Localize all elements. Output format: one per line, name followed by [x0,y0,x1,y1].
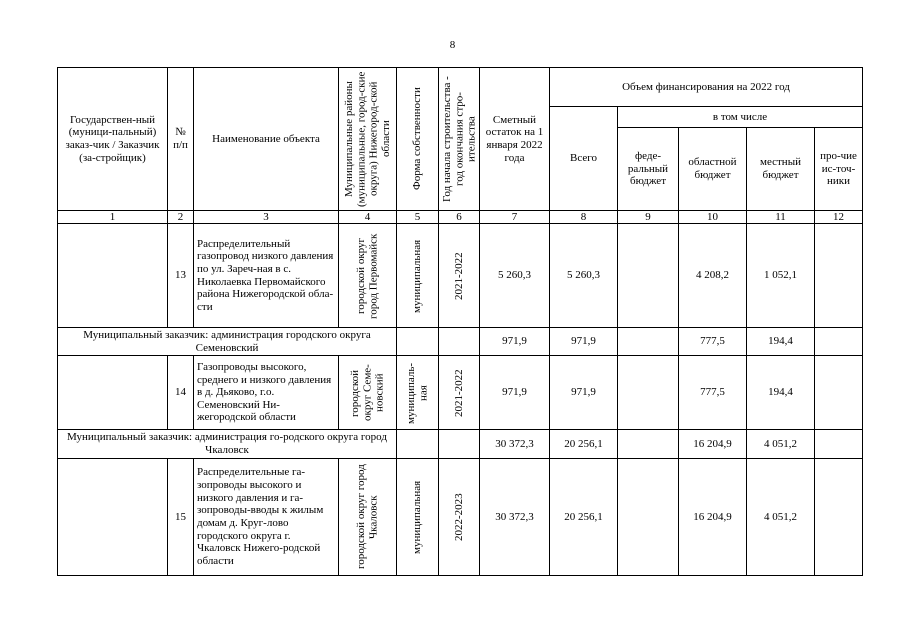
header-customer: Государствен-ный (муници-пальный) заказ-чик / Заказчик (за-стройщик) [58,68,168,211]
column-number-row [58,211,863,224]
local-value: 194,4 [747,328,815,356]
customer-cell [58,459,168,576]
financing-table [57,67,863,576]
regional-value: 16 204,9 [679,430,747,459]
years-cell: 2021-2022 [439,224,480,328]
total-value: 971,9 [550,328,618,356]
col-num: 1 [58,211,168,224]
federal-value [618,356,679,430]
customer-cell [58,224,168,328]
group-label: Муниципальный заказчик: администрация городского округа Семеновский [58,328,397,356]
header-municipal-districts: Муниципальные районы (муниципальные, город-ские округа) Нижегород-ской области [339,68,397,211]
table-row [58,224,863,328]
header-construction-years: Год начала строительства - год окончания стро-ительства [439,68,480,211]
estimated-balance: 30 372,3 [480,430,550,459]
estimated-balance: 971,9 [480,328,550,356]
col-num: 5 [397,211,439,224]
other-value [815,356,863,430]
row-number: 13 [168,224,194,328]
total-value: 5 260,3 [550,224,618,328]
header-local-budget: местный бюджет [747,128,815,211]
header-ownership-form: Форма собственности [397,68,439,211]
years-cell: 2022-2023 [439,459,480,576]
header-including: в том числе [618,107,863,128]
regional-value: 777,5 [679,328,747,356]
federal-value [618,224,679,328]
row-number: 14 [168,356,194,430]
total-value: 20 256,1 [550,459,618,576]
group-row [58,430,863,459]
district-cell: городской округ город Первомайск [339,224,397,328]
ownership-cell: муниципальная [397,459,439,576]
customer-cell [58,356,168,430]
total-value: 20 256,1 [550,430,618,459]
years-cell [439,328,480,356]
total-value: 971,9 [550,356,618,430]
col-num: 12 [815,211,863,224]
regional-value: 777,5 [679,356,747,430]
col-num: 9 [618,211,679,224]
col-num: 11 [747,211,815,224]
regional-value: 4 208,2 [679,224,747,328]
other-value [815,459,863,576]
page-number: 8 [449,39,456,51]
years-cell [439,430,480,459]
group-row [58,328,863,356]
group-label: Муниципальный заказчик: администрация го-родского округа город Чкаловск [58,430,397,459]
estimated-balance: 30 372,3 [480,459,550,576]
col-num: 10 [679,211,747,224]
object-name: Газопроводы высокого, среднего и низкого давления в д. Дьяково, г.о. Семеновский Ни-жегородской области [194,356,339,430]
col-num: 6 [439,211,480,224]
local-value: 1 052,1 [747,224,815,328]
ownership-cell [397,430,439,459]
col-num: 2 [168,211,194,224]
col-num: 8 [550,211,618,224]
ownership-cell: муниципаль-ная [397,356,439,430]
object-name: Распределительный газопровод низкого давления по ул. Зареч-ная в с. Николаевка Первомайского района Нижегородской обла-сти [194,224,339,328]
other-value [815,430,863,459]
other-value [815,224,863,328]
estimated-balance: 5 260,3 [480,224,550,328]
estimated-balance: 971,9 [480,356,550,430]
header-row-1 [58,68,863,107]
col-num: 7 [480,211,550,224]
regional-value: 16 204,9 [679,459,747,576]
object-name: Распределительные га-зопроводы высокого и низкого давления и га-зопроводы-вводы к жилым домам д. Круг-лово городского округа г. Чкаловск Нижего-родской области [194,459,339,576]
header-regional-budget: областной бюджет [679,128,747,211]
years-cell: 2021-2022 [439,356,480,430]
local-value: 4 051,2 [747,430,815,459]
federal-value [618,459,679,576]
table-row [58,459,863,576]
federal-value [618,430,679,459]
header-number: № п/п [168,68,194,211]
row-number: 15 [168,459,194,576]
header-object-name: Наименование объекта [194,68,339,211]
district-cell: городской округ город Чкаловск [339,459,397,576]
header-total: Всего [550,107,618,211]
col-num: 4 [339,211,397,224]
header-estimated-balance: Сметный остаток на 1 января 2022 года [480,68,550,211]
table-row [58,356,863,430]
col-num: 3 [194,211,339,224]
ownership-cell [397,328,439,356]
header-other-sources: про-чие ис-точ-ники [815,128,863,211]
header-federal-budget: феде-ральный бюджет [618,128,679,211]
local-value: 4 051,2 [747,459,815,576]
local-value: 194,4 [747,356,815,430]
federal-value [618,328,679,356]
other-value [815,328,863,356]
district-cell: городской округ Семе-новский [339,356,397,430]
header-financing-volume: Объем финансирования на 2022 год [550,68,863,107]
ownership-cell: муниципальная [397,224,439,328]
